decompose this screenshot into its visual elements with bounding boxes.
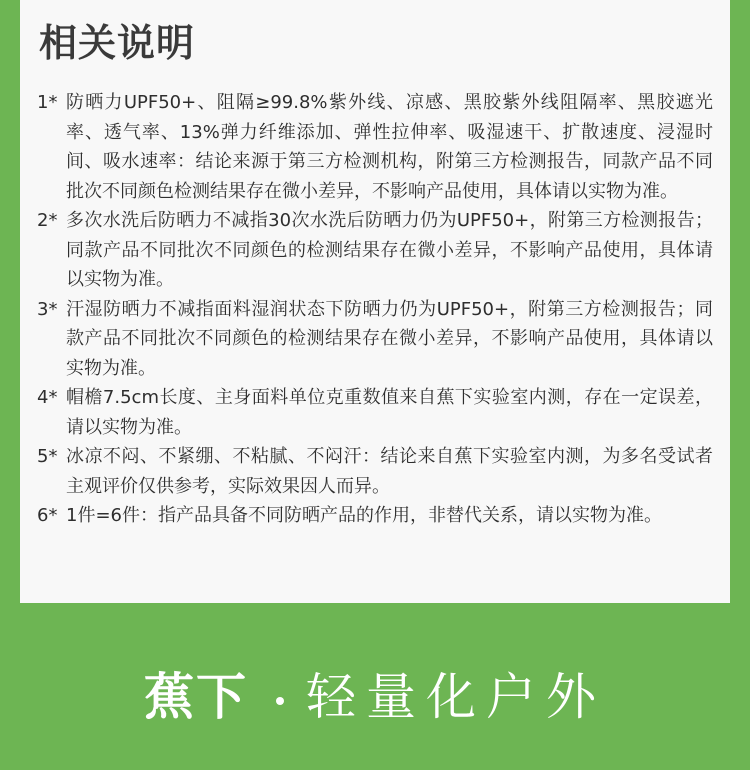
section-title: 相关说明 — [39, 21, 196, 65]
note-number: 4* — [37, 387, 58, 408]
note-number: 6* — [37, 505, 58, 526]
note-text: 汗湿防晒力不减指面料湿润状态下防晒力仍为UPF50+，附第三方检测报告；同款产品不同批次不同颜色的检测结果存在微小差异，不影响产品使用，具体请以实物为准。 — [66, 298, 713, 379]
note-item — [37, 442, 713, 501]
note-number: 3* — [37, 298, 58, 320]
note-item — [37, 501, 713, 531]
note-item — [37, 206, 713, 295]
note-number: 1* — [37, 92, 58, 113]
note-text: 帽檐7.5cm长度、主身面料单位克重数值来自蕉下实验室内测，存在一定误差，请以实物为准。 — [66, 387, 713, 438]
separator-dot-icon — [276, 697, 284, 705]
notes-list — [37, 88, 713, 531]
note-number: 2* — [37, 210, 58, 231]
note-number: 5* — [37, 446, 58, 467]
note-text: 多次水洗后防晒力不减指30次水洗后防晒力仍为UPF50+，附第三方检测报告；同款产品不同批次不同颜色的检测结果存在微小差异，不影响产品使用，具体请以实物为准。 — [66, 210, 713, 290]
note-text: 1件=6件：指产品具备不同防晒产品的作用，非替代关系，请以实物为准。 — [66, 505, 662, 526]
note-item — [37, 88, 713, 206]
note-text: 冰凉不闷、不紧绷、不粘腻、不闷汗：结论来自蕉下实验室内测，为多名受试者主观评价仅供参考，实际效果因人而异。 — [66, 446, 713, 497]
brand-slogan: 轻量化户外 — [306, 667, 606, 726]
note-item — [37, 295, 713, 384]
brand-footer — [0, 603, 750, 770]
brand-name: 蕉下 — [144, 667, 248, 726]
note-item — [37, 383, 713, 442]
note-text: 防晒力UPF50+、阻隔≥99.8%紫外线、凉感、黑胶紫外线阻隔率、黑胶遮光率、透气率、13%弹力纤维添加、弹性拉伸率、吸湿速干、扩散速度、浸湿时间、吸水速率：结论来源于第三方检测机构，附第三方检测报告，同款产品不同批次不同颜色检测结果存在微小差异，不影响产品使用，具体请以实物为准。 — [66, 92, 713, 202]
disclaimer-card — [20, 0, 730, 603]
